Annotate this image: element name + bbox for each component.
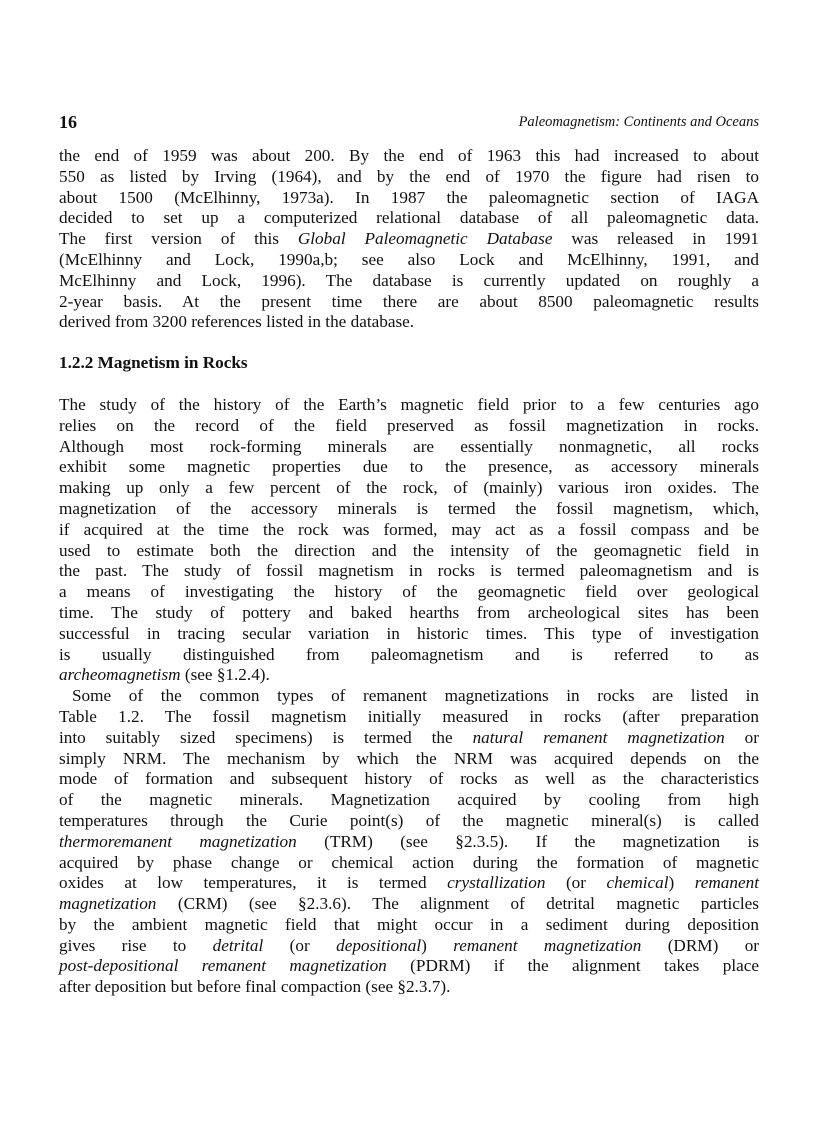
text-segment: simply NRM. The mechanism by which the NRM was acquired depends on the (59, 748, 759, 768)
text-line (59, 499, 759, 520)
text-line (59, 686, 759, 707)
text-segment: magnetization of the accessory minerals is termed the fossil magnetism, which, (59, 498, 759, 518)
text-line (59, 146, 759, 167)
text-line (59, 312, 759, 333)
paragraph-intro (59, 146, 759, 333)
text-line (59, 541, 759, 562)
text-segment: (CRM) (see §2.3.6). The alignment of detrital magnetic particles (156, 894, 759, 914)
text-segment: of the magnetic minerals. Magnetization acquired by cooling from high (59, 790, 759, 810)
text-line (59, 707, 759, 728)
text-segment: decided to set up a computerized relational database of all paleomagnetic data. (59, 208, 759, 228)
italic-term: natural remanent magnetization (472, 727, 725, 747)
italic-term: depositional (336, 935, 422, 955)
text-line (59, 229, 759, 250)
text-line (59, 582, 759, 603)
text-segment: successful in tracing secular variation in historic times. This type of investigation (59, 623, 759, 643)
text-line (59, 561, 759, 582)
text-segment: Table 1.2. The fossil magnetism initially measured in rocks (after preparation (59, 706, 759, 726)
text-segment: The study of the history of the Earth’s magnetic field prior to a few centuries ago (59, 394, 759, 414)
section-heading: 1.2.2 Magnetism in Rocks (59, 353, 248, 373)
text-segment: or (724, 727, 759, 747)
text-line (59, 478, 759, 499)
text-segment: (or (545, 873, 607, 893)
italic-term: magnetization (59, 894, 157, 914)
text-line (59, 665, 759, 686)
text-segment: the end of 1959 was about 200. By the end of 1963 this had increased to about (59, 146, 759, 165)
text-line (59, 873, 759, 894)
text-segment: making up only a few percent of the rock, of (mainly) various iron oxides. The (59, 478, 759, 498)
text-segment: about 1500 (McElhinny, 1973a). In 1987 the paleomagnetic section of IAGA (59, 187, 759, 207)
italic-term: crystallization (447, 873, 546, 893)
page-body (59, 146, 759, 998)
text-line (59, 395, 759, 416)
page-header (59, 112, 759, 136)
italic-term: remanent (694, 873, 759, 893)
paragraph-remanent-magnetizations (59, 686, 759, 998)
text-segment: 550 as listed by Irving (1964), and by the end of 1970 the figure had risen to (59, 166, 759, 186)
text-line (59, 271, 759, 292)
text-line (59, 832, 759, 853)
text-segment: (DRM) or (641, 935, 760, 955)
text-line (59, 624, 759, 645)
text-segment: by the ambient magnetic field that might occur in a sediment during deposition (59, 914, 759, 934)
text-line (59, 811, 759, 832)
text-segment: into suitably sized specimens) is termed the (59, 727, 473, 747)
text-line (59, 749, 759, 770)
paragraph-magnetism-in-rocks (59, 395, 759, 686)
text-line (59, 853, 759, 874)
text-segment: time. The study of pottery and baked hearths from archeological sites has been (59, 602, 759, 622)
text-line (59, 292, 759, 313)
italic-term: Global Paleomagnetic Database (297, 229, 553, 249)
text-segment: (or (263, 935, 337, 955)
text-line (59, 645, 759, 666)
italic-term: post-depositional remanent magnetization (59, 956, 387, 976)
text-segment: Although most rock-forming minerals are essentially nonmagnetic, all rocks (59, 436, 759, 456)
running-head: Paleomagnetism: Continents and Oceans (518, 114, 759, 130)
text-segment: mode of formation and subsequent history of rocks as well as the characteristics (59, 769, 759, 789)
text-line (59, 769, 759, 790)
text-line (59, 437, 759, 458)
text-line (59, 894, 759, 915)
text-segment: gives rise to (59, 935, 213, 955)
text-segment: the past. The study of fossil magnetism in rocks is termed paleomagnetism and is (59, 561, 759, 581)
text-segment: temperatures through the Curie point(s) of the magnetic mineral(s) is called (59, 810, 759, 830)
text-line (59, 457, 759, 478)
text-line (59, 956, 759, 977)
text-segment: after deposition but before final compaction (see §2.3.7). (59, 977, 451, 997)
italic-term: remanent magnetization (453, 935, 642, 955)
text-line (59, 790, 759, 811)
text-line (59, 208, 759, 229)
text-segment: 2-year basis. At the present time there are about 8500 paleomagnetic results (59, 291, 759, 311)
text-segment: relies on the record of the field preserved as fossil magnetization in rocks. (59, 415, 759, 435)
italic-term: chemical (606, 873, 669, 893)
text-segment: McElhinny and Lock, 1996). The database is currently updated on roughly a (59, 270, 759, 290)
text-segment: (McElhinny and Lock, 1990a,b; see also Lock and McElhinny, 1991, and (59, 249, 759, 269)
text-line (59, 188, 759, 209)
text-segment: (TRM) (see §2.3.5). If the magnetization is (296, 831, 759, 851)
text-line (59, 936, 759, 957)
text-segment: is usually distinguished from paleomagnetism and is referred to as (59, 644, 759, 664)
text-line (59, 915, 759, 936)
text-segment: Some of the common types of remanent magnetizations in rocks are listed in (72, 686, 759, 706)
text-segment: ) (421, 935, 454, 955)
text-segment: used to estimate both the direction and the intensity of the geomagnetic field in (59, 540, 759, 560)
text-segment: if acquired at the time the rock was formed, may act as a fossil compass and be (59, 519, 759, 539)
page-number: 16 (59, 112, 77, 132)
text-line (59, 977, 759, 998)
text-line (59, 603, 759, 624)
italic-term: archeomagnetism (59, 665, 181, 685)
text-segment: (see §1.2.4). (180, 665, 270, 685)
text-line (59, 250, 759, 271)
italic-term: thermoremanent magnetization (59, 831, 297, 851)
text-segment: The first version of this (59, 229, 298, 249)
text-segment: derived from 3200 references listed in the database. (59, 312, 415, 332)
text-line (59, 416, 759, 437)
text-segment: a means of investigating the history of the geomagnetic field over geological (59, 582, 759, 602)
text-line (59, 728, 759, 749)
text-segment: exhibit some magnetic properties due to the presence, as accessory minerals (59, 457, 759, 477)
text-segment: was released in 1991 (552, 229, 759, 249)
text-line (59, 520, 759, 541)
text-segment: ) (668, 873, 695, 893)
text-segment: oxides at low temperatures, it is termed (59, 873, 448, 893)
text-segment: (PDRM) if the alignment takes place (386, 956, 759, 976)
italic-term: detrital (212, 935, 264, 955)
text-segment: acquired by phase change or chemical action during the formation of magnetic (59, 852, 759, 872)
text-line (59, 167, 759, 188)
